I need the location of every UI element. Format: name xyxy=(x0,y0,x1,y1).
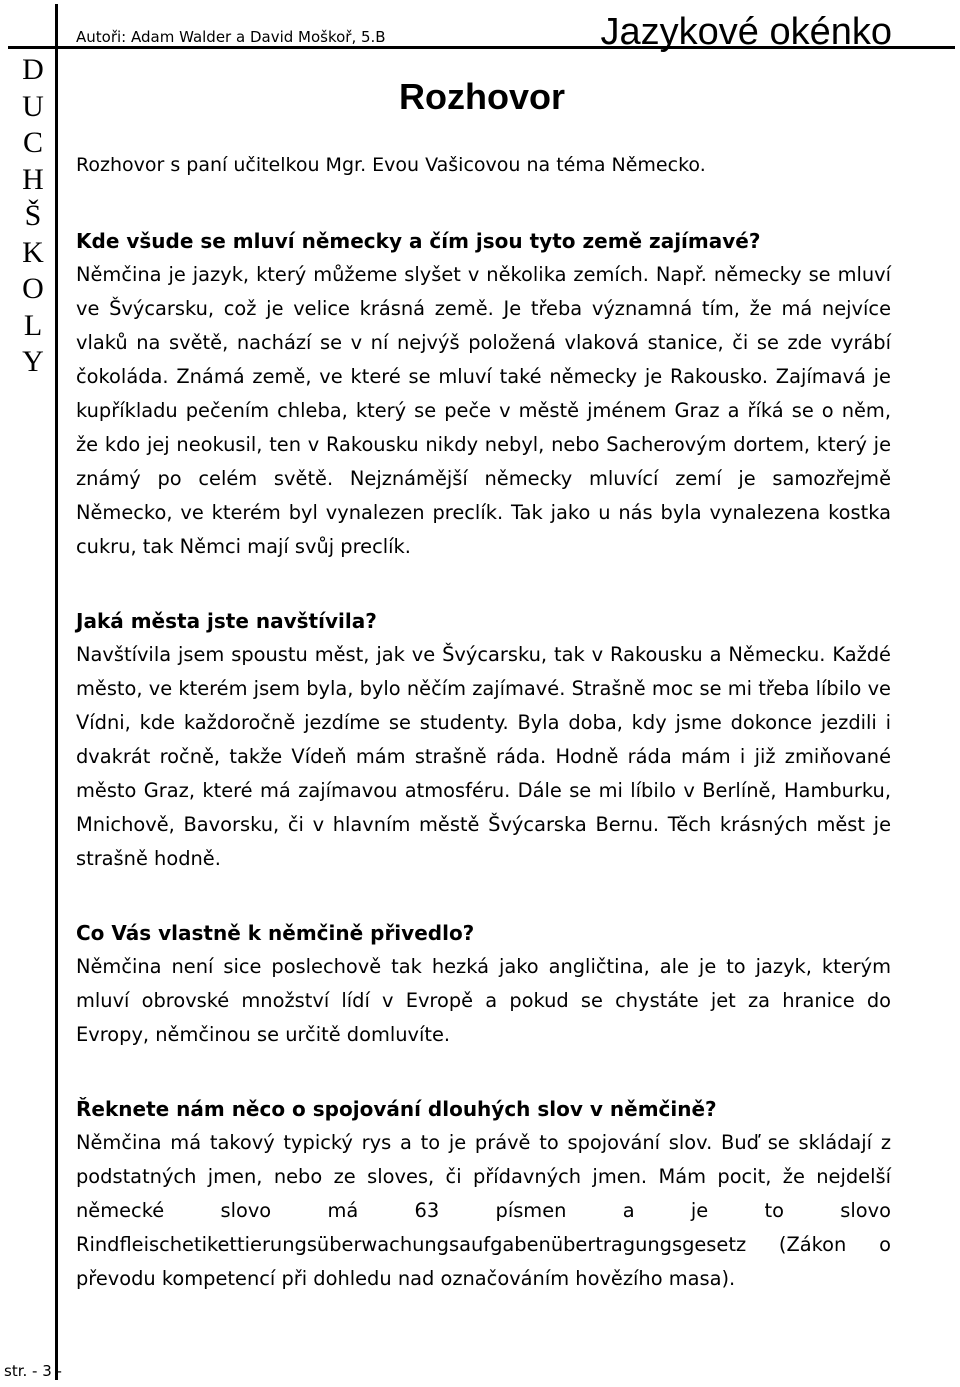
article-body xyxy=(76,224,891,1296)
sidebar-letter: Y xyxy=(22,345,44,378)
interview-answer: Navštívila jsem spoustu měst, jak ve Švýcarsku, tak v Rakousku a Německu. Každé město, ve kterém jsem byla, bylo něčím zajímavé. Strašně moc se mi třeba líbilo ve Vídni, kde každoročně jezdíme se studenty. Byla doba, kdy jsme dokonce jezdili i dvakrát ročně, takže Vídeň mám strašně ráda. Hodně ráda mám i již zmiňované město Graz, které má zajímavou atmosféru. Dále se mi líbilo v Berlíně, Hamburku, Mnichově, Bavorsku, či v hlavním městě Švýcarska Bernu. Těch krásných měst je strašně hodně. xyxy=(76,643,891,870)
sidebar-letter: D xyxy=(22,53,44,86)
sidebar-letter: C xyxy=(22,126,43,159)
sidebar-letter: L xyxy=(23,308,43,342)
article-intro: Rozhovor s paní učitelkou Mgr. Evou Vašicovou na téma Německo. xyxy=(76,154,706,176)
article-title: Rozhovor xyxy=(399,76,565,117)
page-number: str. - 3 - xyxy=(4,1362,62,1380)
sidebar-letter: U xyxy=(22,89,44,123)
interview-answer: Němčina není sice poslechově tak hezká jako angličtina, ale je to jazyk, kterým mluví obrovské množství lídí v Evropě a pokud se chystáte jet za hranice do Evropy, němčinou se určitě domluvíte. xyxy=(76,955,891,1046)
sidebar-letter: O xyxy=(22,272,44,305)
interview-section xyxy=(76,1092,891,1296)
sidebar-letter: Š xyxy=(24,199,42,232)
sidebar-vertical-title xyxy=(10,52,56,381)
interview-question: Kde všude se mluví německy a čím jsou tyto země zajímavé? xyxy=(76,229,761,253)
section-header-title: Jazykové okénko xyxy=(600,11,892,53)
sidebar-letter: K xyxy=(22,235,44,269)
interview-answer: Němčina je jazyk, který můžeme slyšet v několika zemích. Např. německy se mluví ve Švýcarsku, což je velice krásná země. Je třeba významná tím, že má nejvíce vlaků na světě, nachází se v ní nejvýš položená vlaková stanice, či se zde vyrábí čokoláda. Známá země, ve které se mluví také německy je Rakousko. Zajímavá je kupříkladu pečením chleba, který se peče v městě jménem Graz a říká se o něm, že kdo jej neokusil, ten v Rakousku nikdy nebyl, nebo Sacherovým dortem, který je známý po celém světě. Nejznámější německy mluvící zemí je samozřejmě Německo, ve kterém byl vynalezen preclík. Tak jako u nás byla vynalezena kostka cukru, tak Němci mají svůj preclík. xyxy=(76,263,891,558)
interview-question: Řeknete nám něco o spojování dlouhých slov v němčině? xyxy=(76,1097,717,1121)
interview-section xyxy=(76,916,891,1052)
interview-section xyxy=(76,604,891,876)
sidebar-letter: H xyxy=(22,162,44,196)
interview-answer: Němčina má takový typický rys a to je právě to spojování slov. Buď se skládají z podstatných jmen, nebo ze sloves, či přídavných jmen. Mám pocit, že nejdelší německé slovo má 63 písmen a je to slovo Rindfleischetikettierungsüberwachungsaufgabenübertragungsgesetz (Zákon o převodu kompetencí při dohledu nad označováním hovězího masa). xyxy=(76,1131,891,1290)
authors-line: Autoři: Adam Walder a David Moškoř, 5.B xyxy=(76,28,386,46)
interview-question: Co Vás vlastně k němčině přivedlo? xyxy=(76,921,475,945)
interview-section xyxy=(76,224,891,564)
interview-question: Jaká města jste navštívila? xyxy=(76,609,377,633)
